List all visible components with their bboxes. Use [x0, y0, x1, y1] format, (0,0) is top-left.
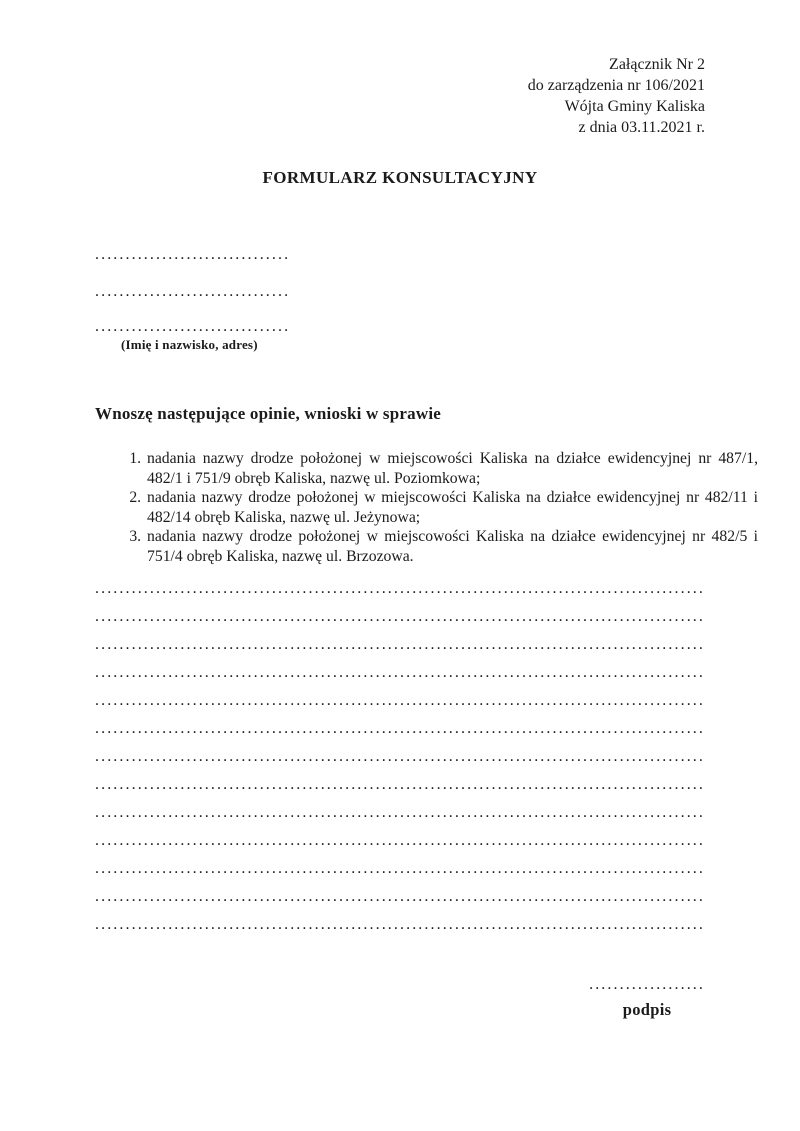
signature-fill-line: ................... — [589, 976, 705, 993]
attachment-ref-line: Załącznik Nr 2 — [609, 56, 705, 73]
response-fill-line: .................................................................................................... — [95, 748, 705, 765]
response-fill-line: .................................................................................................... — [95, 888, 705, 905]
attachment-ref-line: Wójta Gminy Kaliska — [564, 98, 705, 115]
form-title: FORMULARZ KONSULTACYJNY — [262, 168, 538, 187]
response-fill-line: .................................................................................................... — [95, 664, 705, 681]
signature-block — [589, 977, 705, 1020]
response-fill-line: .................................................................................................... — [95, 720, 705, 737]
response-fill-lines — [95, 575, 707, 939]
response-fill-line: .................................................................................................... — [95, 832, 705, 849]
response-fill-line: .................................................................................................... — [95, 804, 705, 821]
section-heading: Wnoszę następujące opinie, wnioski w sprawie — [95, 404, 441, 423]
request-list — [95, 449, 758, 567]
request-list-item: 2. nadania nazwy drodze położonej w miejscowości Kaliska na działce ewidencyjnej nr 482/11 i 482/14 obręb Kaliska, nazwę ul. Jeżynowa; — [145, 488, 758, 527]
request-list-item: 1. nadania nazwy drodze położonej w miejscowości Kaliska na działce ewidencyjnej nr 487/1, 482/1 i 751/9 obręb Kaliska, nazwę ul. Poziomkowa; — [145, 449, 758, 488]
name-address-fill-line: ................................ — [95, 246, 291, 263]
response-fill-line: .................................................................................................... — [95, 860, 705, 877]
request-list-item: 3. nadania nazwy drodze położonej w miejscowości Kaliska na działce ewidencyjnej nr 482/5 i 751/4 obręb Kaliska, nazwę ul. Brzozowa. — [145, 527, 758, 566]
response-fill-line: .................................................................................................... — [95, 636, 705, 653]
response-fill-line: .................................................................................................... — [95, 916, 705, 933]
name-address-fill-line: ................................ — [95, 318, 291, 335]
response-fill-line: .................................................................................................... — [95, 776, 705, 793]
attachment-ref-line: z dnia 03.11.2021 r. — [578, 119, 705, 136]
response-fill-line: .................................................................................................... — [95, 692, 705, 709]
attachment-ref-line: do zarządzenia nr 106/2021 — [527, 77, 705, 94]
name-address-caption: (Imię i nazwisko, adres) — [121, 337, 258, 352]
name-address-fill-line: ................................ — [95, 283, 291, 300]
response-fill-line: .................................................................................................... — [95, 608, 705, 625]
attachment-reference-block — [528, 54, 705, 138]
response-fill-line: .................................................................................................... — [95, 580, 705, 597]
signature-caption: podpis — [622, 1000, 672, 1019]
